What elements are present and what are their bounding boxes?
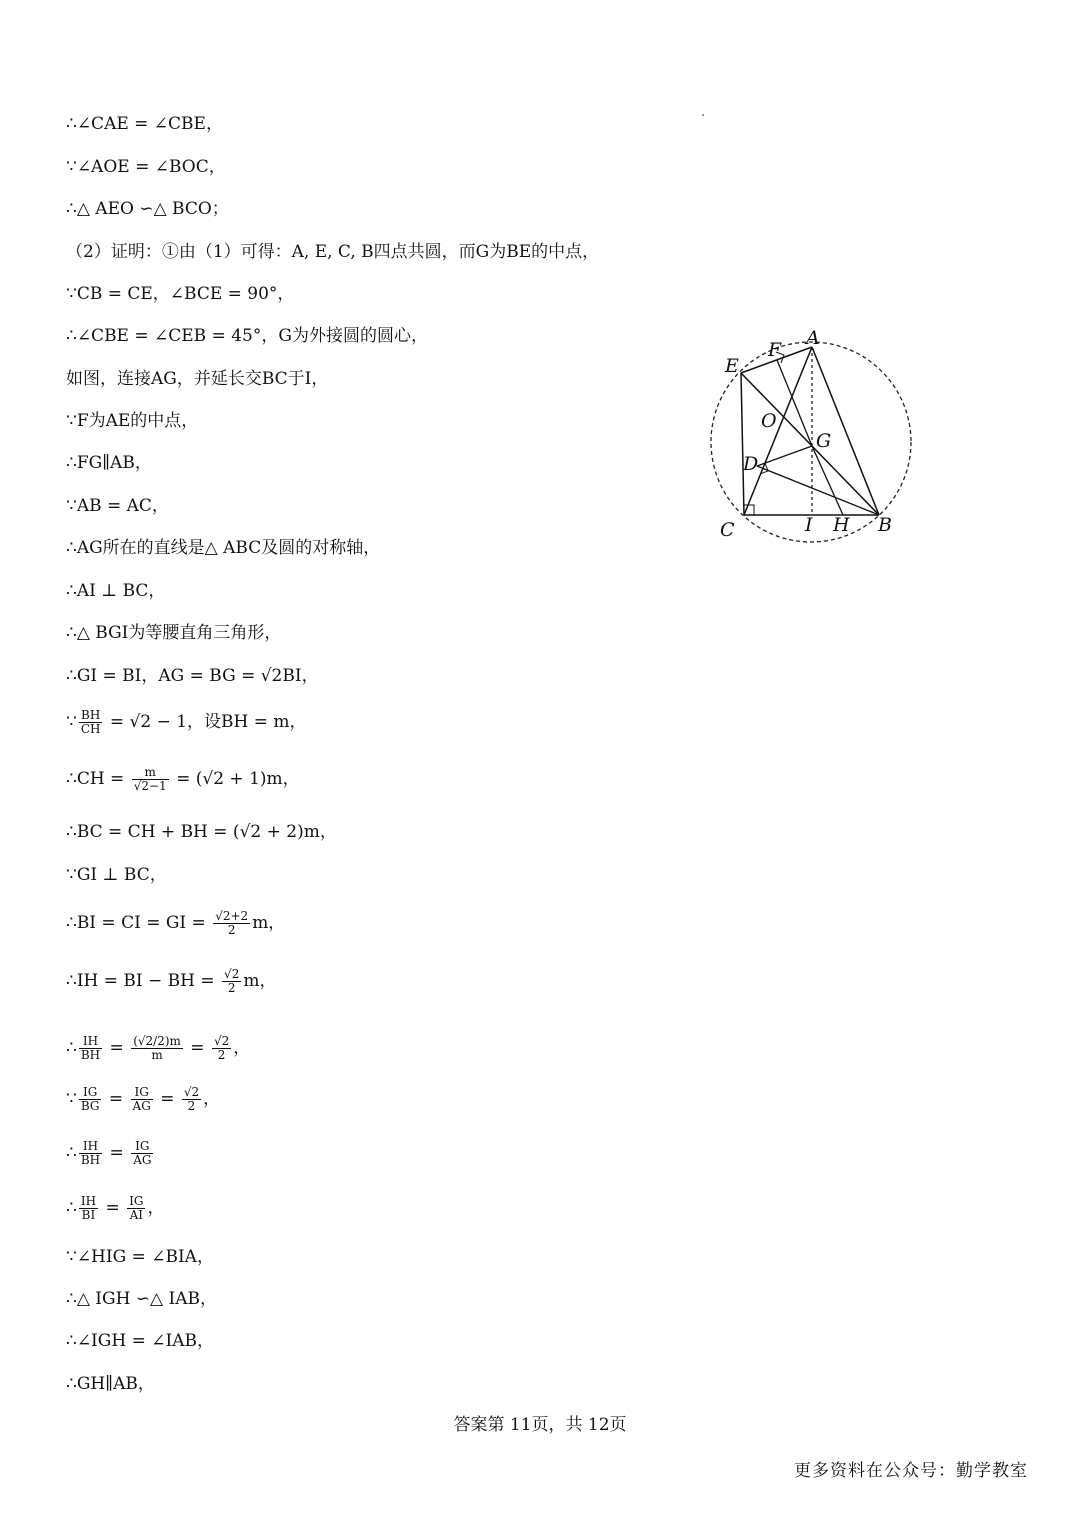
fraction-numerator: √2 xyxy=(224,967,240,981)
line-text: ∴FG∥AB， xyxy=(66,453,152,473)
label-F: F xyxy=(768,339,782,361)
fraction xyxy=(131,1086,153,1113)
line-text: ∴CH = xyxy=(66,769,130,789)
fraction xyxy=(79,709,103,736)
fraction-numerator: √2+2 xyxy=(215,909,249,923)
fraction-numerator: IG xyxy=(129,1194,144,1208)
fraction-denominator: BG xyxy=(80,1099,100,1113)
line-text: ∵∠AOE = ∠BOC， xyxy=(66,157,226,177)
line-text: ∴∠IGH = ∠IAB， xyxy=(66,1331,214,1351)
solution-line xyxy=(66,409,198,433)
fraction-numerator: √2 xyxy=(183,1085,200,1099)
segment-DB xyxy=(757,466,879,515)
page-footer: 答案第 11页，共 12页 xyxy=(453,1415,627,1435)
label-I: I xyxy=(805,514,813,536)
fraction-denominator: BH xyxy=(80,1153,101,1167)
fraction-numerator: (√2/2)m xyxy=(133,1034,181,1048)
fraction-numerator: √2 xyxy=(213,1034,230,1048)
segment-EC xyxy=(741,373,744,515)
label-B: B xyxy=(878,514,892,536)
line-text: = xyxy=(154,1089,180,1109)
label-O: O xyxy=(761,410,777,432)
line-text: ∵AB = AC， xyxy=(66,496,169,516)
label-D: D xyxy=(743,453,759,475)
solution-line xyxy=(66,1140,155,1167)
fraction-numerator: IG xyxy=(131,1086,153,1100)
solution-line xyxy=(66,766,300,793)
line-text: ∵CB = CE，∠BCE = 90°， xyxy=(66,284,295,304)
line-text: （2）证明：①由（1）可得：A, E, C, B四点共圆，而G为BE的中点， xyxy=(66,242,600,262)
line-text: = √2 − 1，设BH = m， xyxy=(104,712,307,732)
line-text: ∵GI ⊥ BC， xyxy=(66,865,167,885)
line-text: ∴△ BGI为等腰直角三角形， xyxy=(66,623,282,643)
line-text: 如图，连接AG，并延长交BC于I， xyxy=(66,369,329,389)
label-H: H xyxy=(833,514,850,536)
fraction xyxy=(213,910,250,937)
line-text: ∵F为AE的中点， xyxy=(66,411,199,431)
fraction-denominator: 2 xyxy=(217,1048,226,1062)
solution-line xyxy=(66,579,165,603)
line-text: ∴GI = BI，AG = BG = √2BI， xyxy=(66,666,319,686)
label-C: C xyxy=(720,519,735,541)
solution-line xyxy=(66,1035,250,1062)
geometry-figure xyxy=(700,325,920,550)
line-text: ∴∠CBE = ∠CEB = 45°，G为外接圆的圆心， xyxy=(66,326,428,346)
line-text: ∴△ AEO ∽△ BCO； xyxy=(66,199,229,219)
fraction-numerator: m xyxy=(132,766,169,780)
fraction xyxy=(222,968,241,995)
line-text: m， xyxy=(252,913,286,933)
segment-AC xyxy=(744,347,812,515)
fraction-denominator: BH xyxy=(80,1048,101,1062)
label-A: A xyxy=(806,327,820,349)
solution-line xyxy=(66,367,328,391)
line-text: ∴AI ⊥ BC， xyxy=(66,581,166,601)
line-text: ∴IH = BI − BH = xyxy=(66,971,221,991)
segment-EB xyxy=(741,373,879,515)
watermark-text: 更多资料在公众号：勤学教室 xyxy=(794,1461,1028,1481)
solution-line xyxy=(66,197,229,221)
line-text: ， xyxy=(203,1089,221,1109)
speck xyxy=(702,114,704,116)
segment-GH xyxy=(812,446,843,515)
solution-line xyxy=(66,621,281,645)
line-text: = xyxy=(104,1038,130,1058)
line-text: = xyxy=(100,1198,126,1218)
fraction xyxy=(127,1195,145,1222)
fraction xyxy=(79,1086,102,1113)
line-text: ∴∠CAE = ∠CBE， xyxy=(66,114,223,134)
solution-line xyxy=(66,324,428,348)
fraction xyxy=(212,1035,231,1062)
line-text: ∴ xyxy=(66,1143,77,1163)
line-text: ∴ xyxy=(66,1038,77,1058)
solution-line xyxy=(66,1287,217,1311)
fraction xyxy=(131,1140,153,1167)
solution-line xyxy=(66,820,337,844)
fraction-numerator: IH xyxy=(79,1035,102,1049)
line-text: = (√2 + 1)m， xyxy=(170,769,300,789)
segment-FG xyxy=(777,360,812,446)
label-E: E xyxy=(725,355,739,377)
line-text: = xyxy=(184,1038,210,1058)
fraction-numerator: IH xyxy=(80,1194,97,1208)
solution-line xyxy=(66,709,307,736)
solution-line xyxy=(66,664,319,688)
solution-line xyxy=(66,494,169,518)
line-text: = xyxy=(104,1143,130,1163)
fraction-denominator: AG xyxy=(133,1153,152,1167)
line-text: ∵ xyxy=(66,1089,77,1109)
solution-line xyxy=(66,451,152,475)
line-text: ∵∠HIG = ∠BIA， xyxy=(66,1247,214,1267)
line-text: ∴AG所在的直线是△ ABC及圆的对称轴， xyxy=(66,538,381,558)
fraction-denominator: BI xyxy=(81,1208,96,1222)
line-text: ∴ xyxy=(66,1198,77,1218)
fraction-denominator: 2 xyxy=(187,1099,196,1113)
solution-line xyxy=(66,1245,214,1269)
fraction xyxy=(132,766,169,793)
solution-line xyxy=(66,1195,164,1222)
fraction-numerator: IG xyxy=(131,1140,153,1154)
fraction xyxy=(79,1140,102,1167)
solution-line xyxy=(66,910,285,937)
line-text: m， xyxy=(243,971,277,991)
solution-line xyxy=(66,1086,220,1113)
line-text: ∴BI = CI = GI = xyxy=(66,913,212,933)
fraction xyxy=(79,1035,102,1062)
fraction-denominator: √2−1 xyxy=(133,779,167,793)
fraction-denominator: 2 xyxy=(227,981,236,995)
fraction-denominator: AG xyxy=(132,1099,151,1113)
line-text: ， xyxy=(233,1038,251,1058)
solution-line xyxy=(66,112,223,136)
solution-line xyxy=(66,240,599,264)
fraction-denominator: CH xyxy=(80,722,101,736)
solution-line xyxy=(66,155,226,179)
line-text: ∵ xyxy=(66,712,77,732)
solution-line xyxy=(66,536,380,560)
fraction xyxy=(131,1035,183,1062)
fraction-numerator: IG xyxy=(79,1086,102,1100)
line-text: ∴△ IGH ∽△ IAB， xyxy=(66,1289,218,1309)
solution-line xyxy=(66,863,167,887)
solution-line xyxy=(66,282,294,306)
fraction-denominator: AI xyxy=(129,1208,143,1222)
fraction-numerator: IH xyxy=(79,1140,102,1154)
line-text: ∴GH∥AB， xyxy=(66,1374,155,1394)
line-text: ， xyxy=(147,1198,165,1218)
solution-line xyxy=(66,1372,155,1396)
solution-line xyxy=(66,1329,214,1353)
line-text: = xyxy=(103,1089,129,1109)
fraction xyxy=(182,1086,201,1113)
solution-line xyxy=(66,968,276,995)
label-G: G xyxy=(816,430,832,452)
fraction xyxy=(79,1195,98,1222)
fraction-denominator: 2 xyxy=(227,923,236,937)
line-text: ∴BC = CH + BH = (√2 + 2)m， xyxy=(66,822,337,842)
fraction-numerator: BH xyxy=(79,709,103,723)
fraction-denominator: m xyxy=(151,1048,163,1062)
